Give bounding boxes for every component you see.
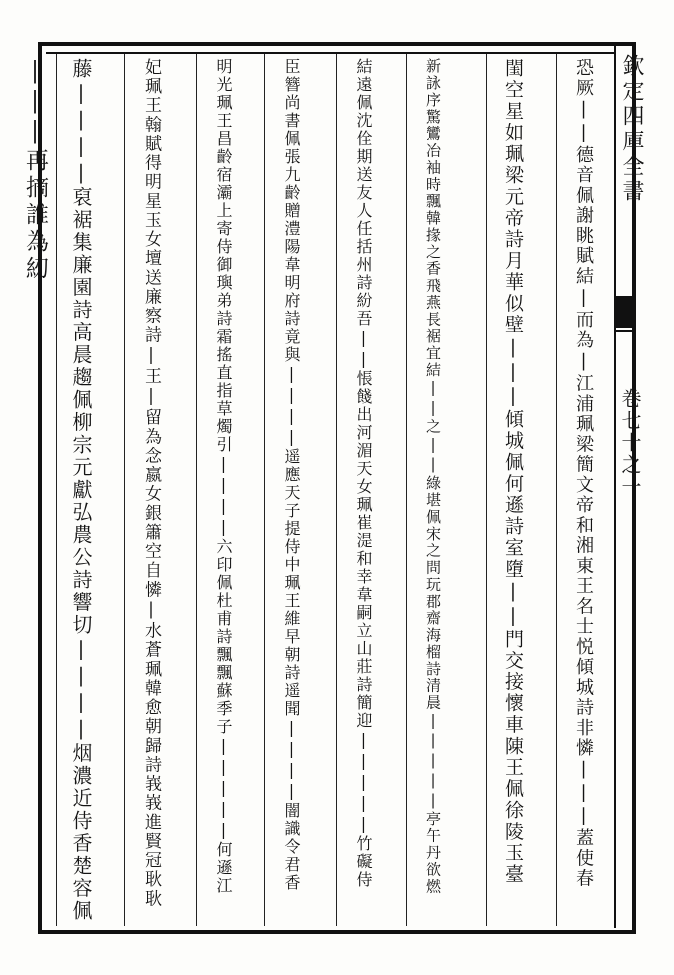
column-rule [124, 54, 125, 926]
text-column: 結遠佩沈佺期送友人任括州詩紛吾||悵餞出河湄天女珮崔湜和幸韋嗣立山莊詩簡迎|||||竹礙侍 [354, 58, 373, 889]
text-column: 明光珮王昌齡宿灞上寄侍御璵弟詩霜搖直指草燭引||||六印佩杜甫詩飄飄蘇季子|||||何遜江 [214, 58, 233, 895]
page-border [38, 42, 636, 934]
text-column: 妃珮王翰賦得明星玉女壇送廉察詩|王|留為念嬴女銀簫空自憐|水蒼珮韓愈朝歸詩峩峩進賢冠耿耿 [141, 58, 161, 909]
column-rule [406, 54, 407, 926]
text-column: |||再摘誰為紉 [22, 58, 48, 283]
column-rule [56, 54, 57, 926]
book-title: 欽定四庫全書 [619, 54, 644, 204]
column-rule [336, 54, 337, 926]
column-rule [264, 54, 265, 926]
fishtail-mark [614, 298, 636, 328]
text-column: 恐厥||德音佩謝眺賦結|而為|江浦珮梁簡文帝和湘東王名士悦傾城詩非憐|||蓋使春 [573, 58, 594, 889]
column-rule [556, 54, 557, 926]
text-column: 閨空星如珮梁元帝詩月華似壁|||傾城佩何遜詩室墮||門交接懷車陳王佩徐陵玉臺 [502, 58, 524, 886]
text-column: 新詠序驚鸞冶袖時飄韓掾之香飛燕長裾宜結||之||綠堪佩宋之問玩郡齋海榴詩清晨|||||亭午丹欲燃 [424, 58, 442, 895]
text-column: 藤||||裒裾集廉園詩高晨趨佩柳宗元獻弘農公詩響切||||烟濃近侍香楚容佩 [69, 58, 93, 923]
fishtail-line-bottom [614, 330, 636, 332]
top-rule [46, 52, 614, 54]
column-rule [196, 54, 197, 926]
volume-label: 卷七十之一 [618, 388, 642, 498]
text-column: 臣簪尚書佩張九齡贈澧陽韋明府詩竟與||||遥應天子提侍中珮王維早朝詩遥聞||||闇識令君香 [282, 58, 301, 892]
column-rule [486, 54, 487, 926]
